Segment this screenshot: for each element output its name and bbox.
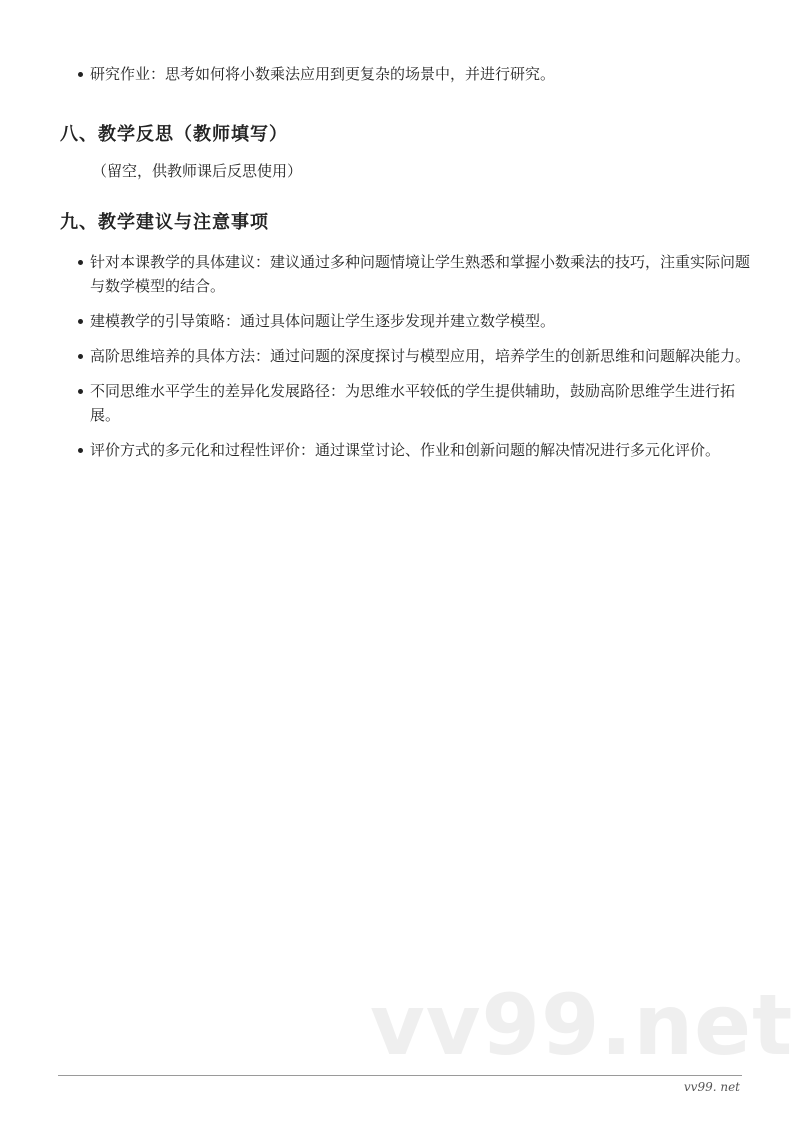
watermark: vv99.net	[370, 976, 794, 1074]
research-homework-list	[60, 62, 750, 97]
list-item-text: 针对本课教学的具体建议：建议通过多种问题情境让学生熟悉和掌握小数乘法的技巧，注重实际问题与数学模型的结合。	[90, 253, 751, 295]
suggestions-list	[60, 250, 750, 473]
list-item-text: 建模教学的引导策略：通过具体问题让学生逐步发现并建立数学模型。	[90, 312, 556, 330]
list-item	[60, 344, 750, 368]
list-item	[60, 62, 750, 86]
list-item	[60, 438, 750, 462]
reflection-placeholder-note: （留空，供教师课后反思使用）	[92, 162, 303, 180]
footer-divider	[58, 1075, 742, 1076]
list-item	[60, 250, 750, 298]
section-heading-reflection: 八、教学反思（教师填写）	[60, 124, 288, 145]
list-item	[60, 309, 750, 333]
bullet-icon	[78, 260, 83, 265]
list-item-text: 研究作业：思考如何将小数乘法应用到更复杂的场景中，并进行研究。	[90, 65, 556, 83]
bullet-icon	[78, 448, 83, 453]
bullet-icon	[78, 72, 83, 77]
list-item-text: 高阶思维培养的具体方法：通过问题的深度探讨与模型应用，培养学生的创新思维和问题解决能力。	[90, 347, 751, 365]
list-item	[60, 379, 750, 427]
section-heading-suggestions: 九、教学建议与注意事项	[60, 212, 269, 233]
bullet-icon	[78, 354, 83, 359]
footer-site-text: vv99. net	[683, 1080, 740, 1094]
list-item-text: 评价方式的多元化和过程性评价：通过课堂讨论、作业和创新问题的解决情况进行多元化评价。	[90, 441, 721, 459]
list-item-text: 不同思维水平学生的差异化发展路径：为思维水平较低的学生提供辅助，鼓励高阶思维学生进行拓展。	[90, 382, 736, 424]
bullet-icon	[78, 319, 83, 324]
bullet-icon	[78, 389, 83, 394]
